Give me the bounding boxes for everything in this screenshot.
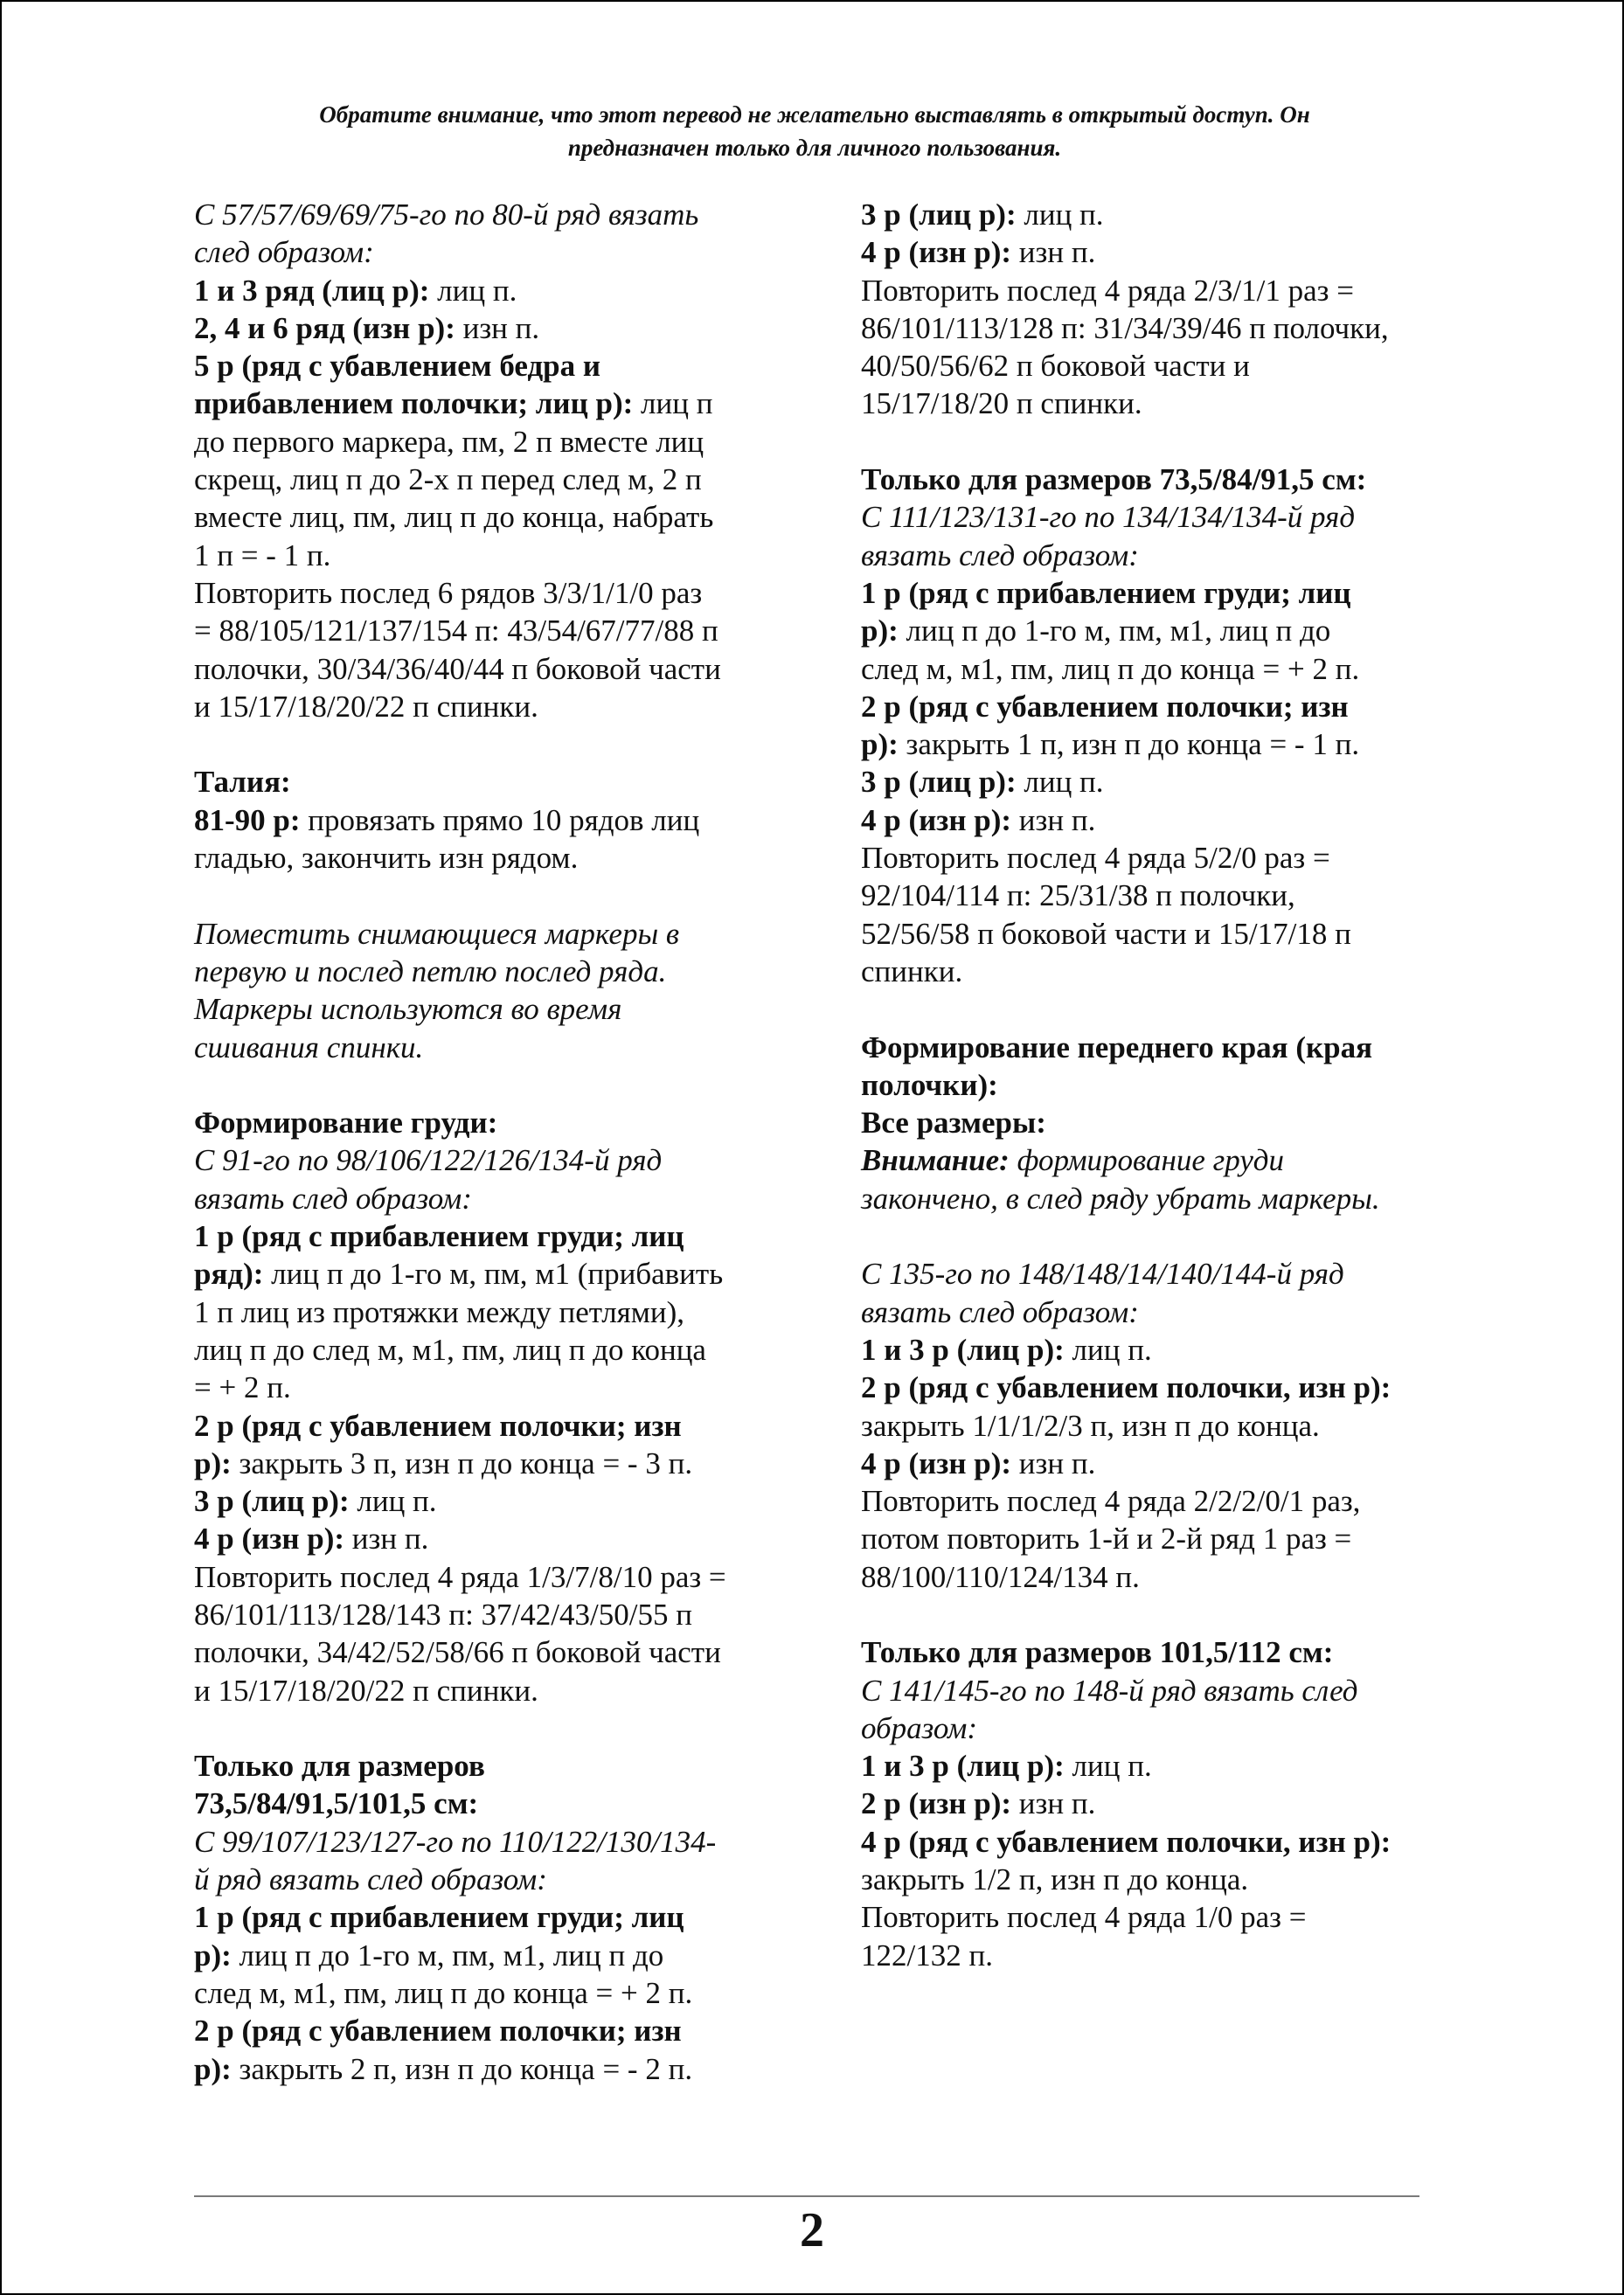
row-text: закрыть 1/2 п, изн п до конца.: [861, 1862, 1249, 1897]
row-text: след м, м1, пм, лиц п до конца = + 2 п.: [861, 651, 1360, 686]
row-label: 2 р (ряд с убавлением полочки, изн р):: [861, 1370, 1392, 1405]
row-text: закрыть 2 п, изн п до конца = - 2 п.: [231, 2051, 693, 2086]
row-instruction: [194, 801, 788, 839]
row-instruction: [194, 1937, 788, 1974]
row-instruction: [194, 385, 788, 422]
section-heading: Только для размеров 73,5/84/91,5 см:: [861, 462, 1367, 497]
intro-line: С 111/123/131-го по 134/134/134-й ряд: [861, 500, 1356, 535]
row-label: 1 и 3 р (лиц р):: [861, 1332, 1065, 1367]
intro-line: С 135-го по 148/148/14/140/144-й ряд: [861, 1257, 1344, 1292]
row-text: закрыть 3 п, изн п до конца = - 3 п.: [231, 1446, 693, 1480]
row-text: изн п.: [455, 310, 540, 345]
left-column: [194, 196, 788, 2088]
note-line: Маркеры используются во время: [194, 992, 622, 1027]
row-label: 4 р (ряд с убавлением полочки, изн р):: [861, 1824, 1392, 1859]
row-instruction: [861, 612, 1455, 649]
row-instruction: [194, 1482, 788, 1520]
row-instruction: [861, 801, 1455, 839]
footer-divider: [194, 2195, 1419, 2197]
row-instruction: [861, 233, 1455, 271]
spacer: [861, 1596, 1455, 1633]
spacer: [194, 1066, 788, 1104]
right-column: [861, 196, 1455, 1974]
row-text: лиц п: [633, 386, 713, 421]
row-label: 2 р (ряд с убавлением полочки; изн: [861, 689, 1349, 724]
intro-line: образом:: [861, 1710, 977, 1745]
section-heading: Талия:: [194, 765, 291, 800]
section-heading: Формирование груди:: [194, 1106, 498, 1141]
row-text: изн п.: [1011, 1446, 1096, 1480]
repeat-text: Повторить послед 4 ряда 1/3/7/8/10 раз =: [194, 1559, 726, 1594]
row-instruction: [194, 309, 788, 347]
row-instruction: [861, 1785, 1455, 1822]
row-text: след м, м1, пм, лиц п до конца = + 2 п.: [194, 1975, 693, 2010]
row-instruction: [861, 1747, 1455, 1785]
row-label: 1 и 3 ряд (лиц р):: [194, 273, 430, 308]
row-label: 2 р (изн р):: [861, 1786, 1012, 1821]
row-text: закрыть 1/1/1/2/3 п, изн п до конца.: [861, 1408, 1320, 1443]
repeat-text: Повторить послед 4 ряда 2/3/1/1 раз =: [861, 273, 1354, 308]
row-label: 4 р (изн р):: [194, 1522, 345, 1557]
row-instruction: [194, 1445, 788, 1482]
repeat-text: и 15/17/18/20/22 п спинки.: [194, 1673, 538, 1708]
intro-line: след образом:: [194, 235, 374, 270]
repeat-text: потом повторить 1-й и 2-й ряд 1 раз =: [861, 1522, 1352, 1557]
row-label: 2, 4 и 6 ряд (изн р):: [194, 310, 455, 345]
repeat-text: = 88/105/121/137/154 п: 43/54/67/77/88 п: [194, 614, 718, 648]
row-text: 1 п лиц из протяжки между петлями),: [194, 1294, 685, 1329]
row-instruction: [861, 725, 1455, 763]
row-label: р):: [194, 2051, 232, 2086]
row-text: лиц п.: [1064, 1332, 1152, 1367]
row-label: р):: [194, 1446, 232, 1480]
note-line: закончено, в след ряду убрать маркеры.: [861, 1181, 1380, 1216]
row-label: 4 р (изн р):: [861, 802, 1012, 837]
row-label: 1 р (ряд с прибавлением груди; лиц: [194, 1219, 684, 1254]
section-heading: Только для размеров 101,5/112 см:: [861, 1635, 1334, 1670]
row-instruction: [194, 1255, 788, 1293]
notice-line-2: предназначен только для личного пользования.: [567, 135, 1062, 161]
repeat-text: и 15/17/18/20/22 п спинки.: [194, 689, 538, 724]
section-heading: полочки):: [861, 1067, 998, 1102]
section-heading: Только для размеров: [194, 1749, 485, 1784]
spacer: [194, 725, 788, 763]
repeat-text: Повторить послед 4 ряда 1/0 раз =: [861, 1900, 1307, 1935]
row-label: 3 р (лиц р):: [194, 1484, 350, 1519]
spacer: [861, 990, 1455, 1028]
row-label: 4 р (изн р):: [861, 235, 1012, 270]
row-text: лиц п.: [429, 273, 517, 308]
spacer: [861, 423, 1455, 461]
row-label: 2 р (ряд с убавлением полочки; изн: [194, 2014, 682, 2049]
attention-text: формирование груди: [1009, 1143, 1284, 1178]
repeat-text: Повторить послед 4 ряда 2/2/2/0/1 раз,: [861, 1484, 1361, 1519]
row-text: закрыть 1 п, изн п до конца = - 1 п.: [898, 727, 1360, 762]
intro-line: С 141/145-го по 148-й ряд вязать след: [861, 1673, 1358, 1708]
row-instruction: [861, 1331, 1455, 1369]
row-label: 1 р (ряд с прибавлением груди; лиц: [194, 1900, 684, 1935]
intro-line: С 57/57/69/69/75-го по 80-й ряд вязать: [194, 198, 699, 232]
row-text: до первого маркера, пм, 2 п вместе лиц: [194, 424, 704, 459]
row-label: ряд):: [194, 1257, 264, 1292]
row-text: лиц п до след м, м1, пм, лиц п до конца: [194, 1332, 706, 1367]
attention-note: [861, 1141, 1455, 1179]
spacer: [194, 1709, 788, 1747]
repeat-text: 122/132 п.: [861, 1938, 993, 1973]
row-text: провязать прямо 10 рядов лиц: [300, 802, 700, 837]
row-label: 81-90 р:: [194, 802, 301, 837]
row-label: 4 р (изн р):: [861, 1446, 1012, 1480]
row-label: 1 р (ряд с прибавлением груди; лиц: [861, 575, 1351, 610]
row-instruction: [194, 1520, 788, 1557]
note-line: первую и послед петлю послед ряда.: [194, 953, 667, 988]
row-text: лиц п.: [349, 1484, 437, 1519]
row-instruction: [194, 2050, 788, 2088]
row-instruction: [861, 196, 1455, 233]
row-text: лиц п.: [1064, 1749, 1152, 1784]
row-text: гладью, закончить изн рядом.: [194, 841, 579, 876]
repeat-text: полочки, 34/42/52/58/66 п боковой части: [194, 1635, 721, 1670]
row-label: 2 р (ряд с убавлением полочки; изн: [194, 1408, 682, 1443]
row-label: 5 р (ряд с убавлением бедра и: [194, 349, 601, 384]
repeat-text: 92/104/114 п: 25/31/38 п полочки,: [861, 878, 1295, 913]
note-line: Поместить снимающиеся маркеры в: [194, 916, 680, 951]
row-label: р):: [194, 1938, 232, 1973]
page-number: 2: [800, 2203, 824, 2257]
intro-line: С 91-го по 98/106/122/126/134-й ряд: [194, 1143, 663, 1178]
row-text: = + 2 п.: [194, 1370, 291, 1405]
intro-line: вязать след образом:: [861, 537, 1139, 572]
row-instruction: [861, 1445, 1455, 1482]
notice-line-1: Обратите внимание, что этот перевод не желательно выставлять в открытый доступ. Он: [319, 101, 1310, 128]
notice-banner: [185, 98, 1444, 164]
row-text: скрещ, лиц п до 2-х п перед след м, 2 п: [194, 462, 702, 497]
repeat-text: спинки.: [861, 953, 963, 988]
row-text: изн п.: [1011, 802, 1096, 837]
row-label: р):: [861, 614, 899, 648]
row-label: 3 р (лиц р):: [861, 198, 1017, 232]
repeat-text: 86/101/113/128/143 п: 37/42/43/50/55 п: [194, 1597, 692, 1632]
repeat-text: 52/56/58 п боковой части и 15/17/18 п: [861, 916, 1351, 951]
row-text: лиц п до 1-го м, пм, м1 (прибавить: [263, 1257, 724, 1292]
repeat-text: 86/101/113/128 п: 31/34/39/46 п полочки,: [861, 310, 1389, 345]
row-label: 1 и 3 р (лиц р):: [861, 1749, 1065, 1784]
row-text: изн п.: [344, 1522, 429, 1557]
intro-line: вязать след образом:: [861, 1294, 1139, 1329]
row-label: 3 р (лиц р):: [861, 765, 1017, 800]
intro-line: С 99/107/123/127-го по 110/122/130/134-: [194, 1824, 717, 1859]
row-text: лиц п.: [1016, 198, 1104, 232]
repeat-text: Повторить послед 6 рядов 3/3/1/1/0 раз: [194, 575, 703, 610]
row-text: изн п.: [1011, 235, 1096, 270]
repeat-text: полочки, 30/34/36/40/44 п боковой части: [194, 651, 721, 686]
row-text: 1 п = - 1 п.: [194, 537, 331, 572]
row-text: лиц п до 1-го м, пм, м1, лиц п до: [231, 1938, 664, 1973]
section-heading: Формирование переднего края (края: [861, 1030, 1373, 1064]
spacer: [194, 877, 788, 914]
spacer: [861, 1217, 1455, 1255]
repeat-text: 40/50/56/62 п боковой части и: [861, 349, 1250, 384]
row-text: вместе лиц, пм, лиц п до конца, набрать: [194, 500, 714, 535]
row-instruction: [861, 763, 1455, 801]
intro-line: й ряд вязать след образом:: [194, 1862, 547, 1897]
note-line: сшивания спинки.: [194, 1030, 424, 1064]
row-text: лиц п до 1-го м, пм, м1, лиц п до: [898, 614, 1331, 648]
repeat-text: 88/100/110/124/134 п.: [861, 1559, 1140, 1594]
intro-line: вязать след образом:: [194, 1181, 472, 1216]
repeat-text: 15/17/18/20 п спинки.: [861, 386, 1142, 421]
section-heading: Все размеры:: [861, 1106, 1046, 1141]
attention-label: Внимание:: [861, 1143, 1010, 1178]
section-heading: 73,5/84/91,5/101,5 см:: [194, 1786, 479, 1821]
row-instruction: [194, 272, 788, 309]
repeat-text: Повторить послед 4 ряда 5/2/0 раз =: [861, 841, 1330, 876]
row-text: изн п.: [1011, 1786, 1096, 1821]
row-label: прибавлением полочки; лиц р):: [194, 386, 634, 421]
row-label: р):: [861, 727, 899, 762]
row-text: лиц п.: [1016, 765, 1104, 800]
